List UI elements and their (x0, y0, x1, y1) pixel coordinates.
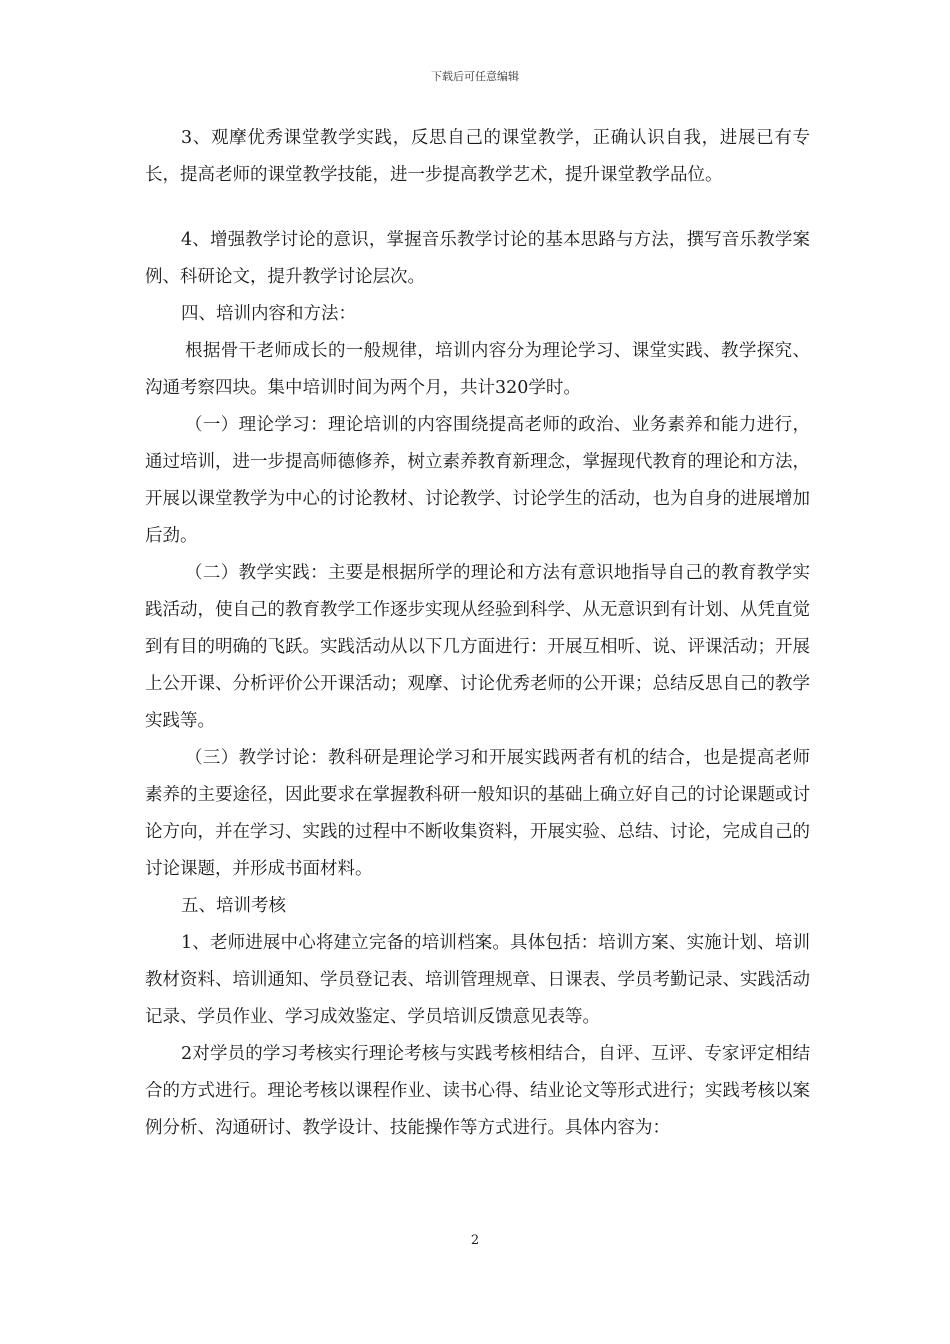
page-header: 下载后可任意编辑 (431, 70, 519, 83)
paragraph-goal-3: 3、观摩优秀课堂教学实践，反思自己的课堂教学，正确认识自我，进展已有专长，提高老师的课堂教学技能，进一步提高教学艺术，提升课堂教学品位。 (145, 128, 810, 185)
paragraph-teaching-practice: （二）教学实践：主要是根据所学的理论和方法有意识地指导自己的教育教学实践活动，使自己的教育教学工作逐步实现从经验到科学、从无意识到有计划、从凭直觉到有目的明确的飞跃。实践活动从以下几方面进行：开展互相听、说、评课活动；开展上公开课、分析评价公开课活动；观摩、讨论优秀老师的公开课；总结反思自己的教学实践等。 (145, 563, 810, 731)
section-heading-assessment: 五、培训考核 (181, 896, 286, 916)
document-body (145, 120, 810, 1147)
paragraph-teaching-research: （三）教学讨论：教科研是理论学习和开展实践两者有机的结合，也是提高老师素养的主要途径，因此要求在掌握教科研一般知识的基础上确立好自己的讨论课题或讨论方向，并在学习、实践的过程中不断收集资料，开展实验、总结、讨论，完成自己的讨论课题，并形成书面材料。 (145, 748, 810, 879)
section-heading-content-methods: 四、培训内容和方法： (181, 304, 356, 324)
paragraph-assessment-1: 1、老师进展中心将建立完备的培训档案。具体包括：培训方案、实施计划、培训教材资料、培训通知、学员登记表、培训管理规章、日课表、学员考勤记录、实践活动记录、学员作业、学习成效鉴定、学员培训反馈意见表等。 (145, 933, 810, 1027)
paragraph-goal-4: 4、增强教学讨论的意识，掌握音乐教学讨论的基本思路与方法，撰写音乐教学案例、科研论文，提升教学讨论层次。 (145, 230, 810, 287)
paragraph-theory-study: （一）理论学习：理论培训的内容围绕提高老师的政治、业务素养和能力进行，通过培训，进一步提高师德修养，树立素养教育新理念，掌握现代教育的理论和方法，开展以课堂教学为中心的讨论教材、讨论教学、讨论学生的活动，也为自身的进展增加后劲。 (145, 415, 810, 546)
paragraph-assessment-2: 2对学员的学习考核实行理论考核与实践考核相结合，自评、互评、专家评定相结合的方式进行。理论考核以课程作业、读书心得、结业论文等形式进行；实践考核以案例分析、沟通研讨、教学设计、技能操作等方式进行。具体内容为： (145, 1044, 810, 1138)
page-number: 2 (470, 1233, 480, 1248)
paragraph-content-overview: 根据骨干老师成长的一般规律，培训内容分为理论学习、课堂实践、教学探究、沟通考察四块。集中培训时间为两个月，共计320学时。 (145, 341, 810, 398)
